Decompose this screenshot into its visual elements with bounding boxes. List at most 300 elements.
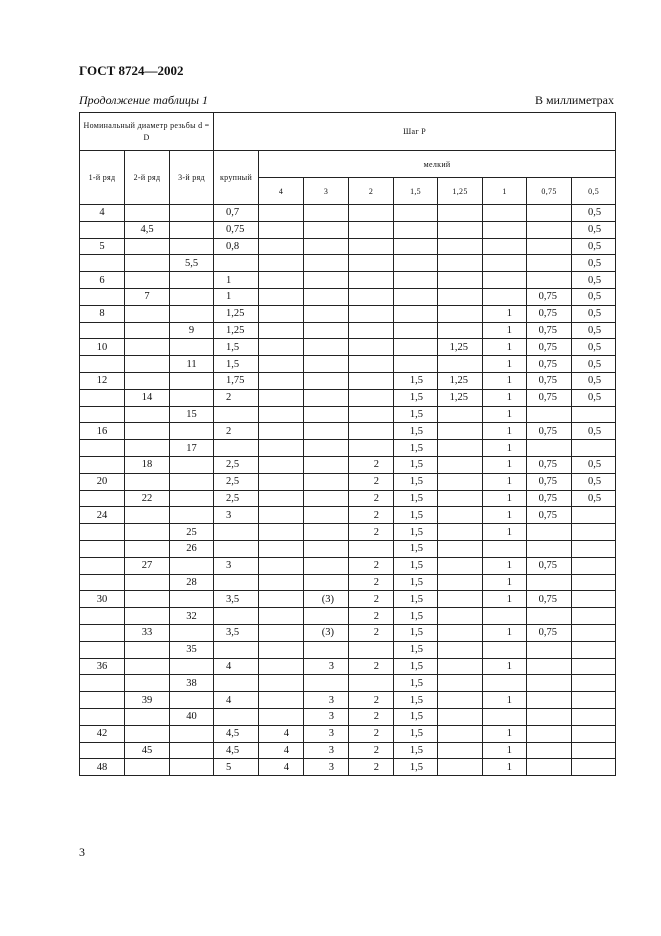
table-cell: 1,5	[394, 507, 438, 524]
table-cell	[125, 591, 170, 608]
table-cell: 4	[214, 658, 259, 675]
fine-col-header: 0,5	[572, 178, 616, 205]
table-cell: 2	[349, 658, 394, 675]
table-row	[80, 272, 616, 289]
table-cell: 38	[170, 675, 214, 692]
table-cell	[170, 272, 214, 289]
table-cell	[80, 624, 125, 641]
table-cell	[438, 490, 483, 507]
table-cell: 2	[349, 591, 394, 608]
table-cell	[304, 372, 349, 389]
table-cell: 25	[170, 524, 214, 541]
table-cell: 24	[80, 507, 125, 524]
table-cell	[304, 557, 349, 574]
table-cell	[125, 759, 170, 776]
table-cell	[125, 339, 170, 356]
table-cell: 1	[483, 557, 527, 574]
table-cell	[80, 322, 125, 339]
table-cell	[349, 675, 394, 692]
table-cell: 1,5	[394, 725, 438, 742]
table-cell: 1,5	[394, 389, 438, 406]
table-cell	[259, 305, 304, 322]
table-cell	[349, 322, 394, 339]
table-cell: 33	[125, 624, 170, 641]
table-cell: 1	[483, 440, 527, 457]
table-cell: 0,75	[527, 456, 572, 473]
table-cell	[304, 507, 349, 524]
table-cell	[527, 406, 572, 423]
table-cell	[170, 423, 214, 440]
table-cell: 3	[214, 507, 259, 524]
table-row	[80, 305, 616, 322]
table-cell	[527, 608, 572, 625]
table-cell: 1,5	[394, 624, 438, 641]
table-cell: 0,5	[572, 322, 616, 339]
table-cell: 1,5	[394, 540, 438, 557]
table-cell	[304, 456, 349, 473]
table-row	[80, 641, 616, 658]
table-cell	[438, 221, 483, 238]
table-cell: 0,5	[572, 473, 616, 490]
table-cell: 2	[349, 759, 394, 776]
table-cell	[483, 205, 527, 222]
table-cell	[304, 641, 349, 658]
table-row	[80, 557, 616, 574]
table-cell	[170, 490, 214, 507]
table-cell: 3	[214, 557, 259, 574]
table-cell	[304, 406, 349, 423]
table-cell: 2	[349, 742, 394, 759]
table-row	[80, 608, 616, 625]
table-cell	[170, 507, 214, 524]
table-row	[80, 288, 616, 305]
table-cell: 1,5	[214, 356, 259, 373]
table-cell: 1,5	[394, 574, 438, 591]
table-cell: 22	[125, 490, 170, 507]
table-cell	[349, 205, 394, 222]
table-cell: 10	[80, 339, 125, 356]
table-cell: 0,5	[572, 423, 616, 440]
table-row	[80, 205, 616, 222]
table-cell	[438, 692, 483, 709]
table-cell	[572, 725, 616, 742]
table-cell: 17	[170, 440, 214, 457]
table-row	[80, 372, 616, 389]
table-cell: 2	[214, 389, 259, 406]
table-cell	[214, 675, 259, 692]
table-cell: 39	[125, 692, 170, 709]
table-cell: 0,5	[572, 389, 616, 406]
table-cell	[170, 473, 214, 490]
table-cell: 0,75	[527, 339, 572, 356]
table-cell: 1	[483, 692, 527, 709]
table-cell	[304, 608, 349, 625]
table-cell: 1,5	[394, 742, 438, 759]
table-row	[80, 759, 616, 776]
table-cell: 3	[304, 658, 349, 675]
table-cell: 2	[349, 725, 394, 742]
table-row	[80, 708, 616, 725]
table-cell: 0,5	[572, 238, 616, 255]
fine-col-header: 2	[349, 178, 394, 205]
table-row	[80, 389, 616, 406]
table-cell: 1,5	[394, 372, 438, 389]
table-cell	[527, 205, 572, 222]
table-row	[80, 490, 616, 507]
table-cell	[349, 288, 394, 305]
table-cell: 11	[170, 356, 214, 373]
table-cell: 36	[80, 658, 125, 675]
table-cell: 5	[214, 759, 259, 776]
table-cell: 2	[349, 692, 394, 709]
table-cell	[304, 322, 349, 339]
table-cell: 3	[304, 742, 349, 759]
table-cell	[125, 524, 170, 541]
page-number: 3	[79, 845, 85, 859]
table-cell: 3	[304, 692, 349, 709]
table-cell: 1,5	[394, 557, 438, 574]
table-cell	[259, 221, 304, 238]
table-cell	[572, 406, 616, 423]
table-cell: 14	[125, 389, 170, 406]
table-cell	[349, 272, 394, 289]
table-cell	[483, 238, 527, 255]
table-cell	[170, 557, 214, 574]
table-cell	[438, 272, 483, 289]
table-cell: 0,5	[572, 339, 616, 356]
table-cell	[527, 708, 572, 725]
table-cell	[438, 540, 483, 557]
table-cell: 0,75	[527, 473, 572, 490]
table-cell	[394, 205, 438, 222]
table-cell	[170, 591, 214, 608]
table-cell: 2	[349, 608, 394, 625]
table-cell	[438, 742, 483, 759]
table-cell	[214, 406, 259, 423]
table-cell: 0,75	[527, 423, 572, 440]
table-cell	[125, 238, 170, 255]
table-cell	[259, 490, 304, 507]
table-cell	[349, 255, 394, 272]
table-cell	[125, 255, 170, 272]
table-cell: 0,75	[527, 490, 572, 507]
table-cell: 0,75	[527, 288, 572, 305]
table-cell: 2	[349, 490, 394, 507]
table-cell	[259, 540, 304, 557]
table-cell: 12	[80, 372, 125, 389]
table-cell	[170, 205, 214, 222]
table-cell: 1	[214, 272, 259, 289]
table-cell: 4	[214, 692, 259, 709]
table-cell: 1	[483, 473, 527, 490]
table-cell	[572, 557, 616, 574]
table-cell: 4	[259, 725, 304, 742]
table-cell: 45	[125, 742, 170, 759]
table-cell	[125, 608, 170, 625]
table-cell: 1,25	[438, 339, 483, 356]
table-cell	[125, 356, 170, 373]
table-cell: 3,5	[214, 591, 259, 608]
table-row	[80, 473, 616, 490]
table-cell: 1	[483, 406, 527, 423]
table-cell	[438, 255, 483, 272]
table-cell	[170, 456, 214, 473]
table-cell: 0,75	[527, 591, 572, 608]
table-cell	[125, 725, 170, 742]
table-cell	[304, 574, 349, 591]
table-cell	[214, 608, 259, 625]
table-cell: 0,5	[572, 272, 616, 289]
table-cell	[80, 708, 125, 725]
table-cell: 2	[349, 557, 394, 574]
table-cell	[572, 540, 616, 557]
table-cell	[170, 692, 214, 709]
table-row	[80, 624, 616, 641]
table-cell: 4,5	[125, 221, 170, 238]
table-cell: 2	[349, 473, 394, 490]
table-cell: 1	[483, 389, 527, 406]
table-cell: 1	[483, 624, 527, 641]
table-cell	[438, 759, 483, 776]
table-cell	[483, 675, 527, 692]
table-cell	[259, 272, 304, 289]
table-cell	[125, 440, 170, 457]
table-cell	[125, 205, 170, 222]
table-cell	[259, 591, 304, 608]
table-cell: 0,5	[572, 490, 616, 507]
table-cell: 0,7	[214, 205, 259, 222]
table-cell	[259, 641, 304, 658]
table-cell	[214, 540, 259, 557]
table-cell	[80, 440, 125, 457]
table-cell	[125, 658, 170, 675]
table-cell	[125, 473, 170, 490]
table-cell	[394, 339, 438, 356]
table-cell: 0,5	[572, 288, 616, 305]
table-cell: 1	[483, 305, 527, 322]
table-cell	[438, 305, 483, 322]
table-cell	[125, 423, 170, 440]
table-cell	[438, 238, 483, 255]
table-cell	[483, 221, 527, 238]
table-cell	[170, 288, 214, 305]
table-cell: 0,75	[527, 305, 572, 322]
table-cell: 1	[483, 339, 527, 356]
table-cell	[438, 440, 483, 457]
row3-header: 3-й ряд	[170, 151, 214, 205]
table-cell	[527, 759, 572, 776]
table-cell	[125, 540, 170, 557]
table-row	[80, 423, 616, 440]
table-cell	[304, 255, 349, 272]
table-cell: 3	[304, 725, 349, 742]
table-cell	[259, 440, 304, 457]
table-cell	[304, 356, 349, 373]
table-cell	[438, 322, 483, 339]
table-cell: 1	[483, 490, 527, 507]
table-cell	[572, 658, 616, 675]
table-cell	[304, 490, 349, 507]
fine-col-header: 4	[259, 178, 304, 205]
table-cell: 2	[349, 708, 394, 725]
table-cell	[438, 658, 483, 675]
table-cell	[125, 574, 170, 591]
table-cell: 0,5	[572, 456, 616, 473]
table-cell	[394, 322, 438, 339]
table-cell	[572, 692, 616, 709]
table-cell	[304, 288, 349, 305]
table-cell: 1	[483, 658, 527, 675]
table-cell	[438, 423, 483, 440]
table-cell	[259, 456, 304, 473]
table-cell	[259, 288, 304, 305]
table-body	[80, 205, 616, 776]
table-cell: 0,75	[527, 389, 572, 406]
table-cell	[259, 658, 304, 675]
table-cell	[259, 389, 304, 406]
table-cell: 2	[349, 574, 394, 591]
table-cell: 1,75	[214, 372, 259, 389]
table-row	[80, 574, 616, 591]
table-cell: 1	[483, 759, 527, 776]
table-row	[80, 406, 616, 423]
table-cell	[170, 624, 214, 641]
table-cell	[125, 272, 170, 289]
table-cell	[394, 305, 438, 322]
fine-col-header: 1,25	[438, 178, 483, 205]
table-row	[80, 725, 616, 742]
table-row	[80, 540, 616, 557]
table-cell	[259, 322, 304, 339]
table-continuation-label: Продолжение таблицы 1	[79, 93, 209, 107]
table-cell: 0,75	[214, 221, 259, 238]
table-cell: 1,5	[394, 708, 438, 725]
table-cell: 1,5	[394, 608, 438, 625]
table-cell: 1,5	[394, 591, 438, 608]
table-cell: 35	[170, 641, 214, 658]
table-row	[80, 339, 616, 356]
table-cell: 4	[259, 759, 304, 776]
table-cell	[349, 339, 394, 356]
table-cell	[80, 608, 125, 625]
table-cell	[259, 473, 304, 490]
row1-header: 1-й ряд	[80, 151, 125, 205]
table-cell	[80, 389, 125, 406]
table-row	[80, 692, 616, 709]
table-cell	[438, 356, 483, 373]
fine-col-header: 1,5	[394, 178, 438, 205]
table-cell: 0,75	[527, 624, 572, 641]
table-row	[80, 255, 616, 272]
table-cell: 2	[349, 456, 394, 473]
table-cell: 40	[170, 708, 214, 725]
table-cell	[80, 557, 125, 574]
table-cell: (3)	[304, 591, 349, 608]
table-cell: 1,5	[394, 759, 438, 776]
table-cell	[527, 574, 572, 591]
table-cell	[80, 406, 125, 423]
table-cell: 18	[125, 456, 170, 473]
table-cell	[170, 742, 214, 759]
table-cell	[170, 658, 214, 675]
table-cell: 0,75	[527, 507, 572, 524]
table-cell	[438, 624, 483, 641]
table-cell: 1,25	[214, 322, 259, 339]
table-cell	[259, 255, 304, 272]
table-cell	[125, 675, 170, 692]
table-cell	[80, 574, 125, 591]
table-cell	[527, 221, 572, 238]
table-cell	[572, 641, 616, 658]
table-cell	[483, 255, 527, 272]
table-cell	[527, 255, 572, 272]
table-cell: 1	[483, 456, 527, 473]
table-cell	[349, 305, 394, 322]
table-cell: 30	[80, 591, 125, 608]
table-cell	[349, 423, 394, 440]
table-cell	[438, 406, 483, 423]
table-cell: 2,5	[214, 490, 259, 507]
table-cell: 2	[214, 423, 259, 440]
table-cell	[80, 524, 125, 541]
table-cell	[259, 608, 304, 625]
table-cell	[80, 456, 125, 473]
table-cell: 1,5	[394, 675, 438, 692]
table-cell	[527, 675, 572, 692]
table-cell: 4	[259, 742, 304, 759]
table-cell	[170, 759, 214, 776]
table-cell: 1	[483, 507, 527, 524]
table-cell: 2	[349, 624, 394, 641]
table-cell	[304, 524, 349, 541]
table-cell	[394, 356, 438, 373]
table-cell	[527, 692, 572, 709]
table-cell	[214, 641, 259, 658]
table-cell	[349, 440, 394, 457]
table-cell	[259, 339, 304, 356]
table-cell	[438, 524, 483, 541]
table-cell: 2,5	[214, 473, 259, 490]
table-cell: 5	[80, 238, 125, 255]
thread-pitch-table	[79, 112, 616, 776]
document-header-title: ГОСТ 8724—2002	[79, 63, 184, 78]
table-cell: 1	[483, 372, 527, 389]
fine-col-header: 3	[304, 178, 349, 205]
table-cell	[304, 221, 349, 238]
table-cell	[527, 272, 572, 289]
table-cell	[259, 624, 304, 641]
table-cell: 1,5	[394, 641, 438, 658]
table-cell: 4,5	[214, 742, 259, 759]
table-cell	[483, 540, 527, 557]
table-cell	[214, 574, 259, 591]
table-cell	[527, 440, 572, 457]
table-cell	[438, 288, 483, 305]
table-cell	[259, 205, 304, 222]
table-cell	[170, 339, 214, 356]
table-cell: 1	[483, 524, 527, 541]
table-cell	[394, 255, 438, 272]
table-cell	[349, 238, 394, 255]
table-cell	[483, 272, 527, 289]
table-cell	[527, 725, 572, 742]
table-cell	[125, 372, 170, 389]
table-row	[80, 322, 616, 339]
table-cell: 1,25	[438, 389, 483, 406]
fine-col-header: 1	[483, 178, 527, 205]
table-cell	[125, 305, 170, 322]
table-cell	[125, 507, 170, 524]
